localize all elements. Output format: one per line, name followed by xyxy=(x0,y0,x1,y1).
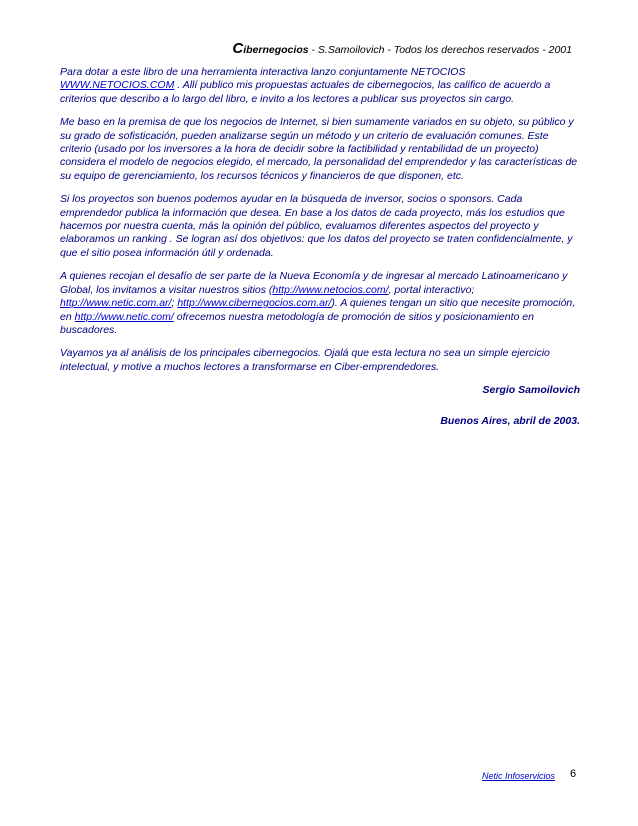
paragraph-text: A quienes recojan el desafío de ser parte de la Nueva Economía y de ingresar al mercado Latinoamericano y Global, los invitamos a visitar nuestros sitios ( xyxy=(60,270,568,296)
netocios-link[interactable]: WWW.NETOCIOS.COM xyxy=(60,79,175,92)
paragraph-1 xyxy=(60,66,580,106)
document-body xyxy=(60,66,580,445)
paragraph-4 xyxy=(60,270,580,337)
paragraph-text: ofrecemos nuestra metodología de promoción de sitios y posicionamiento en buscadores. xyxy=(60,310,534,336)
paragraph-2: Me baso en la premisa de que los negocios de Internet, si bien sumamente variados en su objeto, su público y su grado de sofisticación, pueden analizarse según un método y un criterio de evaluación comunes. Este criterio (usado por los inversores a la hora de decidir sobre la factibilidad y rentabilidad de un proyecto) considera el modelo de negocios elegido, el mercado, la personalidad del emprendedor y las características de su equipo de gerenciamiento, los recursos técnicos y financieros de que disponen, etc. xyxy=(60,116,578,182)
footer-netic-link[interactable]: Netic Infoservicios xyxy=(482,771,556,781)
page-number: 6 xyxy=(570,768,577,780)
paragraph-text: . Allí publico mis propuestas actuales de cibernegocios, las califico de acuerdo a criterios que describo a lo largo del libro, e invito a los lectores a publicar sus proyectos sin cargo. xyxy=(60,79,551,105)
netic-com-link[interactable]: http://www.netic.com/ xyxy=(74,310,174,323)
paragraph-text: Para dotar a este libro de una herramienta interactiva lanzo conjuntamente NETOCIOS xyxy=(60,66,466,78)
author-signature: Sergio Samoilovich xyxy=(482,384,580,397)
brand-initial: C xyxy=(232,40,244,57)
cibernegocios-link[interactable]: http://www.cibernegocios.com.ar/ xyxy=(177,297,332,310)
paragraph-5: Vayamos ya al análisis de los principales cibernegocios. Ojalá que esta lectura no sea un simple ejercicio intelectual, y motive a muchos lectores a transformarse en Ciber-emprendedores. xyxy=(60,347,550,373)
brand-name: ibernegocios xyxy=(243,44,309,56)
netocios-url-link[interactable]: http://www.netocios.com/ xyxy=(272,283,389,296)
header-subtitle: - S.Samoilovich - Todos los derechos reservados - 2001 xyxy=(308,44,572,56)
netic-ar-link[interactable]: http://www.netic.com.ar/ xyxy=(60,297,172,310)
paragraph-text: ). A quienes tengan un sitio que necesite promoción, en xyxy=(60,297,576,323)
paragraph-text: , portal interactivo; xyxy=(388,283,475,296)
page-header xyxy=(0,40,572,57)
signature-place-date: Buenos Aires, abril de 2003. xyxy=(440,414,580,427)
paragraph-3: Si los proyectos son buenos podemos ayudar en la búsqueda de inversor, socios o sponsors. Cada emprendedor publica la información que desea. En base a los datos de cada proyecto, más los estudios que hacemos por nuestra cuenta, más la opinión del público, evaluamos diferentes aspectos del proyecto y elaboramos un ranking . Se logran así dos objetivos: que los datos del proyecto se traten confidencialmente, y que el sitio posea información útil y ordenada. xyxy=(60,193,573,259)
paragraph-text: ; xyxy=(171,297,178,310)
